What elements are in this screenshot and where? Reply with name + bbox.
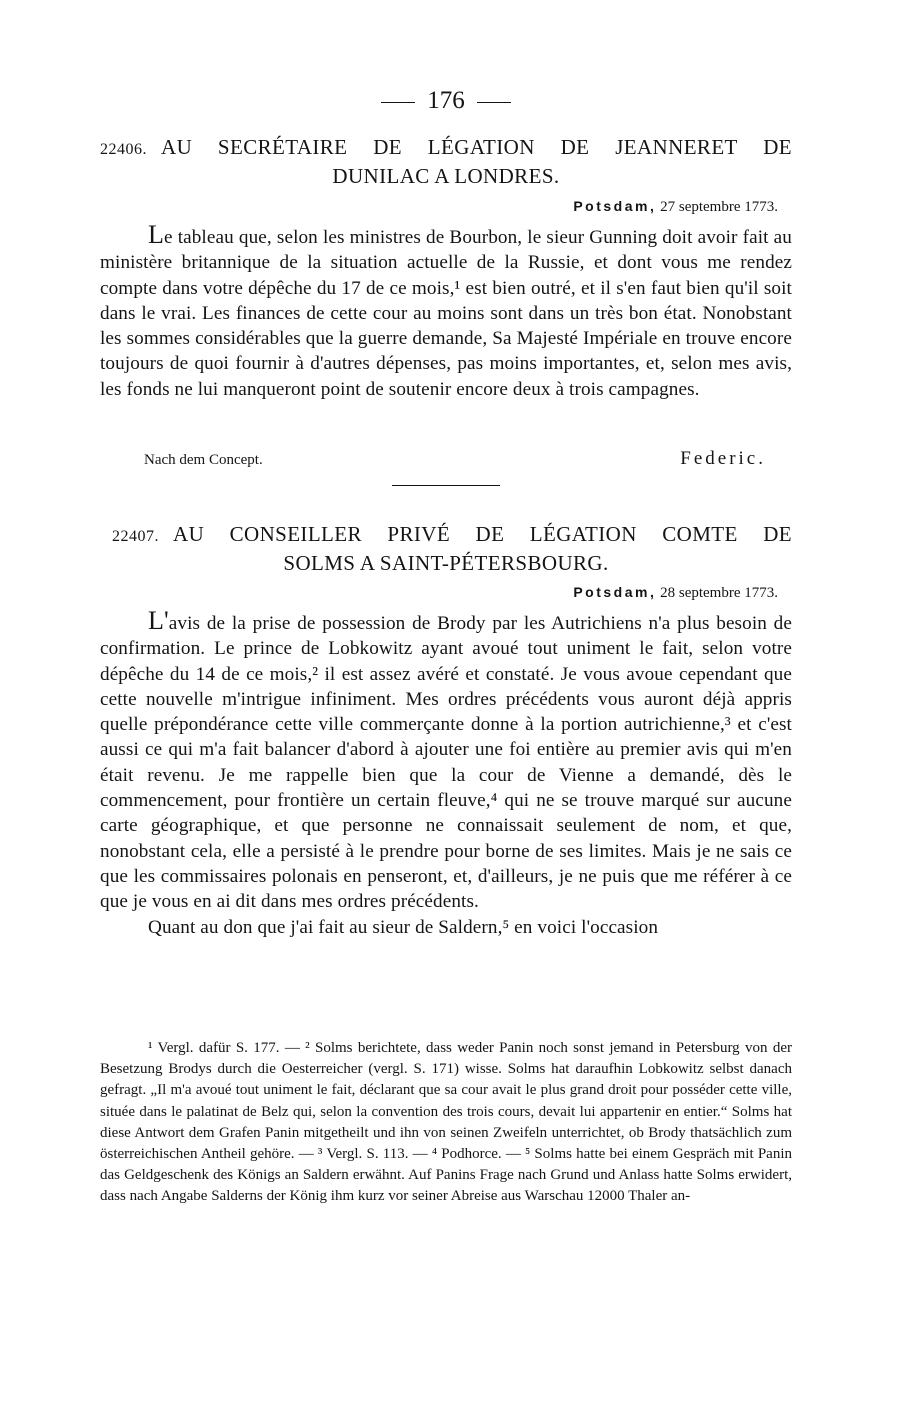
dateline-date: 27 septembre 1773. [660,199,778,215]
body-paragraph: Quant au don que j'ai fait au sieur de Saldern,⁵ en voici l'occasion [148,916,659,938]
page-number-text: 176 [427,87,465,114]
section-divider [392,485,500,486]
page-number [100,86,792,116]
letter-body-22407 [100,608,792,940]
body-paragraph: Le tableau que, selon les ministres de Bourbon, le sieur Gunning doit avoir fait au ministère britannique de la situation actuelle de la Russie, et dont vous me rendez compte dans votre dépêche du 17 de ce mois,¹ est bien outré, et il s'en faut bien qu'il soit dans le vrai. Les finances de cette cour au moins sont dans un très bon état. Nonobstant les sommes considérables que la guerre demande, Sa Majesté Impériale en trouve encore toujours de quoi fournir à d'autres dépenses, pas moins importantes, et, selon mes avis, les fonds ne lui manqueront point de soutenir encore deux à trois campagnes. [100,220,792,400]
signature-row-22406 [100,448,792,472]
letter-heading-22407 [100,521,792,576]
dateline-place: Potsdam, [573,198,657,214]
letter-number: 22407. [112,528,159,545]
footnote-text: ¹ Vergl. dafür S. 177. — ² Solms berichtete, dass weder Panin noch sonst jemand in Petersburg von der Besetzung Brodys durch die Oesterreicher (vergl. S. 171) wisse. Solms hat daraufhin Lobkowitz selbst danach gefragt. „Il m'a avoué tout uniment le fait, déclarant que sa cour avait le plus grand droit pour posséder cette ville, située dans le palatinat de Belz qui, selon la convention des trois cours, devait lui appartenir en entier.“ Solms hat diese Antwort dem Grafen Panin mitgetheilt und ihn von seinen Zweifeln unterrichtet, ob Brody thatsächlich zum österreichischen Antheil gehöre. — ³ Vergl. S. 113. — ⁴ Podhorce. — ⁵ Solms hatte bei einem Gespräch mit Panin das Geldgeschenk des Königs an Saldern erwähnt. Auf Panins Frage nach Grund und Anlass hatte Solms erwidert, dass nach Angabe Salderns der König ihm kurz vor seiner Abreise aus Warschau 12000 Thaler an- [100,1040,792,1205]
dateline-22406 [573,196,778,217]
body-paragraph: L'avis de la prise de possession de Brody par les Autrichiens n'a plus besoin de confirmation. Le prince de Lobkowitz ayant avoué tout uniment le fait, selon votre dépêche du 14 de ce mois,² il est assez avéré et constaté. Je vous avoue cependant que cette nouvelle m'intrigue infiniment. Mes ordres précédents vous auront déjà appris quelle prépondérance cette ville commerçante donne à la portion autrichienne,³ et c'est aussi ce qui m'a fait balancer d'abord à ajouter une foi entière au premier avis qui m'en était revenu. Je me rappelle bien que la cour de Vienne a demandé, dès le commencement, pour frontière un certain fleuve,⁴ qui ne se trouve marqué sur aucune carte géographique, et que personne ne connaissait seulement de nom, et que, nonobstant cela, elle a persisté à le prendre pour borne de ses limites. Mais je ne sais ce que les commissaires polonais en penseront, et, d'ailleurs, je ne puis que me référer à ce que je vous en ai dit dans mes ordres précédents. [100,606,792,913]
source-note: Nach dem Concept. [144,452,263,468]
heading-line-2: SOLMS A SAINT-PÉTERSBOURG. [283,551,609,575]
letter-number: 22406. [100,141,147,158]
letter-heading-22406 [100,134,792,189]
dateline-date: 28 septembre 1773. [660,585,778,601]
footnotes [100,1038,792,1208]
signature: Federic. [680,448,766,469]
page-number-dash-left [381,102,415,103]
heading-line-2: DUNILAC A LONDRES. [332,164,560,188]
heading-line-1: AU SECRÉTAIRE DE LÉGATION DE JEANNERET DE [161,135,792,159]
page-number-dash-right [477,102,511,103]
heading-line-1: AU CONSEILLER PRIVÉ DE LÉGATION COMTE DE [173,522,792,546]
letter-body-22406 [100,222,792,402]
dateline-place: Potsdam, [573,584,657,600]
dateline-22407 [573,582,778,603]
